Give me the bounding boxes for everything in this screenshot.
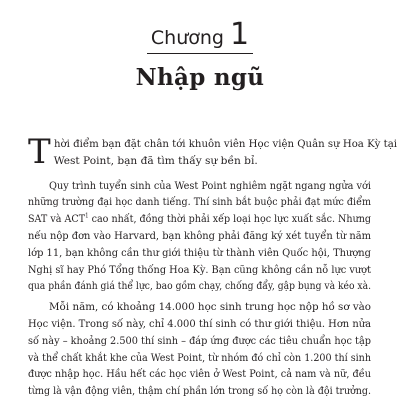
paragraph-2 [28, 178, 371, 296]
text-line: hời điểm bạn đặt chân tới khuôn viên Học viện Quân sự Hoa Kỳ tại [53, 138, 397, 150]
text-line: nếu nộp đơn vào Harvard, bạn không phải đăng ký xét tuyển từ năm [28, 229, 372, 242]
text-line: West Point, bạn đã tìm thấy sự bền bỉ. [53, 154, 258, 167]
text-line: SAT và ACT$^1$ cao nhất, đồng thời phải xếp loại học lực xuất sắc. Nhưng [28, 212, 372, 226]
text-line: Học viện. Trong số này, chỉ 4.000 thí sinh có thư giới thiệu. Hơn nửa [28, 317, 371, 330]
text-line: qua phần đánh giá thể lực, bao gồm chạy, chống đẩy, gập bụng và kéo xà. [28, 280, 372, 293]
drop-cap: T [28, 132, 51, 172]
chapter-title: Nhập ngũ [135, 64, 265, 91]
text-line: và thể chất khắt khe của West Point, từ nhóm đó chỉ còn 1.200 thí sinh [28, 351, 371, 364]
chapter-number: 1 [229, 17, 250, 52]
text-line: Quy trình tuyển sinh của West Point nghiêm ngặt ngang ngửa với [49, 179, 372, 192]
text-line: Mỗi năm, có khoảng 14.000 học sinh trung học nộp hồ sơ vào [49, 301, 372, 314]
chapter-heading [0, 17, 400, 54]
text-line: được nhập học. Hầu hết các học viên ở West Point, cả nam và nữ, đều [28, 368, 371, 381]
text-line: số này – khoảng 2.500 thí sinh – đáp ứng được các tiêu chuẩn học tập [28, 334, 372, 347]
chapter-label-box [147, 17, 253, 54]
paragraph-3 [28, 299, 371, 400]
text-line: Nghị sĩ hay Phó Tổng thống Hoa Kỳ. Bạn cũng không cần nỗ lực vượt [28, 263, 372, 276]
chapter-label: Chương [150, 27, 224, 49]
footnote-marker: 1 [85, 212, 89, 220]
body-text [28, 132, 397, 400]
text-line: lớp 11, bạn không cần thư giới thiệu từ thành viên Quốc hội, Thượng [28, 246, 371, 259]
text-line: từng là vận động viên, thậm chí phần lớn trong số họ còn là đội trưởng. [28, 385, 371, 398]
text-line: những trường đại học danh tiếng. Thí sinh bắt buộc phải đạt mức điểm [28, 196, 371, 209]
paragraph-1 [28, 132, 397, 172]
